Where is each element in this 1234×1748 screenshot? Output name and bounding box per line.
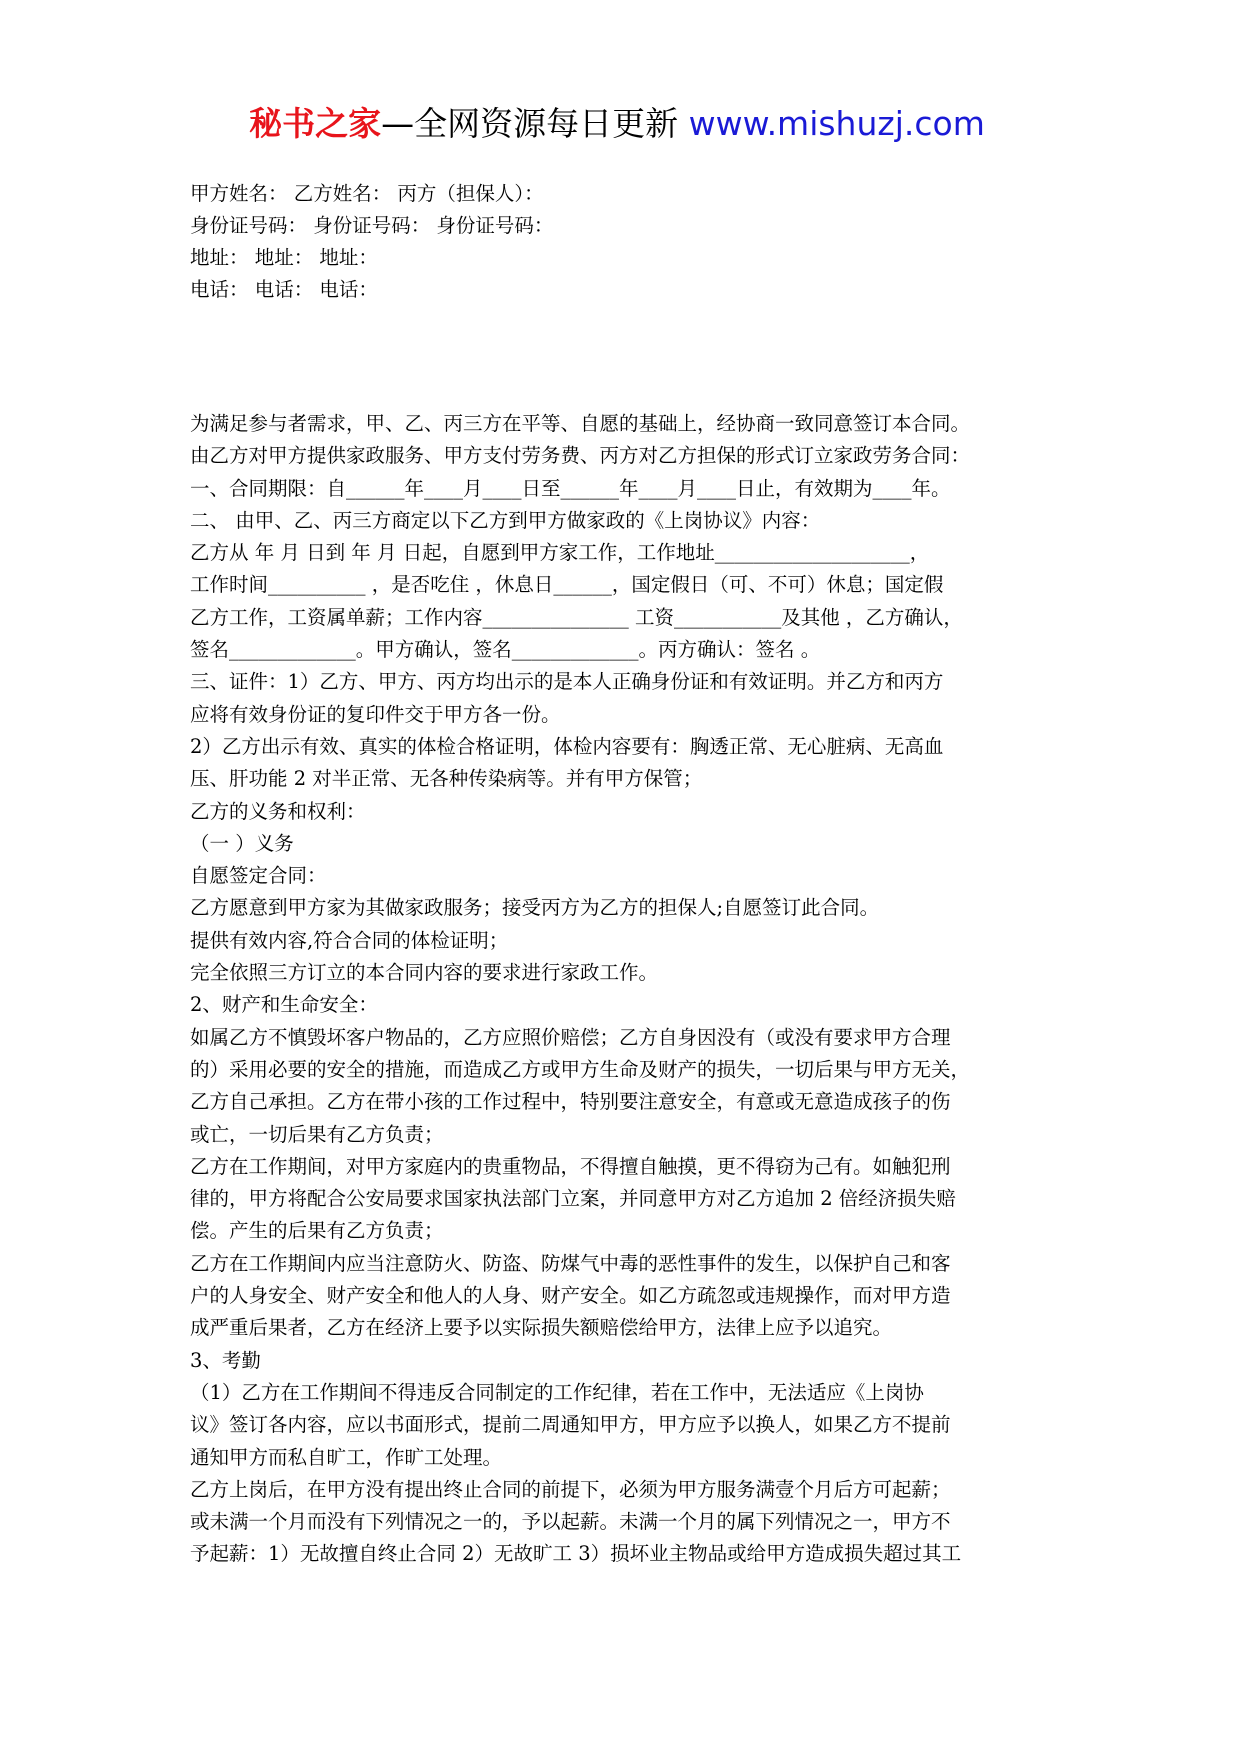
contract-text-line: 律的，甲方将配合公安局要求国家执法部门立案，并同意甲方对乙方追加 2 倍经济损失赔 — [190, 1187, 956, 1211]
site-brand: 秘书之家 — [249, 104, 382, 143]
party-info-block — [190, 178, 553, 306]
site-header — [0, 102, 1234, 146]
contract-text-line: 如属乙方不慎毁坏客户物品的，乙方应照价赔偿；乙方自身因没有（或没有要求甲方合理 — [190, 1025, 951, 1049]
contract-text-line: 2、财产和生命安全： — [190, 993, 378, 1017]
contract-text-line: 予起薪：1）无故擅自终止合同 2）无故旷工 3）损坏业主物品或给甲方造成损失超过其工 — [190, 1542, 962, 1566]
contract-text-line: 的）采用必要的安全的措施，而造成乙方或甲方生命及财产的损失，一切后果与甲方无关， — [190, 1057, 971, 1081]
contract-text-line: 成严重后果者，乙方在经济上要予以实际损失额赔偿给甲方，法律上应予以追究。 — [190, 1316, 893, 1340]
contract-text-line: 乙方愿意到甲方家为其做家政服务；接受丙方为乙方的担保人;自愿签订此合同。 — [190, 896, 880, 920]
contract-text-line: 乙方从 年 月 日到 年 月 日起，自愿到甲方家工作，工作地址____________________， — [190, 541, 930, 565]
contract-text-line: 签名_____________。甲方确认，签名_____________。丙方确认：签名 。 — [190, 638, 821, 662]
contract-text-line: 乙方的义务和权利： — [190, 799, 366, 823]
contract-text-line: 偿。产生的后果有乙方负责； — [190, 1219, 444, 1243]
contract-text-line: 2）乙方出示有效、真实的体检合格证明，体检内容要有：胸透正常、无心脏病、无高血 — [190, 734, 944, 758]
contract-text-line: 乙方工作，工资属单薪；工作内容_______________ 工资___________及其他 ，乙方确认， — [190, 605, 963, 629]
site-slogan: —全网资源每日更新 — [381, 104, 689, 143]
contract-text-line: 户的人身安全、财产安全和他人的人身、财产安全。如乙方疏忽或违规操作，而对甲方造 — [190, 1284, 951, 1308]
site-url-link[interactable]: www.mishuzj.com — [688, 104, 985, 143]
contract-text-line: 议》签订各内容，应以书面形式，提前二周通知甲方，甲方应予以换人，如果乙方不提前 — [190, 1413, 951, 1437]
contract-body — [190, 408, 1070, 1571]
contract-text-line: 完全依照三方订立的本合同内容的要求进行家政工作。 — [190, 961, 659, 985]
contract-text-line: 工作时间__________ ，是否吃住 ，休息日______，国定假日（可、不可）休息；国定假 — [190, 573, 944, 597]
contract-text-line: 乙方自己承担。乙方在带小孩的工作过程中，特别要注意安全，有意或无意造成孩子的伤 — [190, 1090, 951, 1114]
contract-text-line: 通知甲方而私自旷工，作旷工处理。 — [190, 1445, 503, 1469]
contract-text-line: 乙方上岗后，在甲方没有提出终止合同的前提下，必须为甲方服务满壹个月后方可起薪； — [190, 1477, 951, 1501]
contract-text-line: 提供有效内容,符合合同的体检证明； — [190, 928, 509, 952]
contract-text-line: 乙方在工作期间，对甲方家庭内的贵重物品，不得擅自触摸，更不得窃为己有。如触犯刑 — [190, 1154, 951, 1178]
contract-text-line: 由乙方对甲方提供家政服务、甲方支付劳务费、丙方对乙方担保的形式订立家政劳务合同： — [190, 444, 971, 468]
contract-text-line: （一 ）义务 — [190, 831, 294, 855]
party-info-line: 地址： 地址： 地址： — [190, 246, 378, 269]
party-info-line: 身份证号码： 身份证号码： 身份证号码： — [190, 214, 554, 237]
contract-text-line: 二、 由甲、乙、丙三方商定以下乙方到甲方做家政的《上岗协议》内容： — [190, 508, 821, 532]
party-info-line: 甲方姓名： 乙方姓名： 丙方（担保人）： — [190, 182, 544, 205]
contract-text-line: 或亡，一切后果有乙方负责； — [190, 1122, 444, 1146]
contract-text-line: 三、证件：1）乙方、甲方、丙方均出示的是本人正确身份证和有效证明。并乙方和丙方 — [190, 670, 944, 694]
contract-text-line: 3、考勤 — [190, 1348, 261, 1372]
contract-text-line: 自愿签定合同： — [190, 864, 327, 888]
contract-text-line: 应将有效身份证的复印件交于甲方各一份。 — [190, 702, 561, 726]
party-info-line: 电话： 电话： 电话： — [190, 278, 378, 301]
contract-text-line: 压、肝功能 2 对半正常、无各种传染病等。并有甲方保管； — [190, 767, 703, 791]
contract-text-line: 乙方在工作期间内应当注意防火、防盗、防煤气中毒的恶性事件的发生，以保护自己和客 — [190, 1251, 951, 1275]
contract-text-line: 或未满一个月而没有下列情况之一的，予以起薪。未满一个月的属下列情况之一，甲方不 — [190, 1510, 951, 1534]
contract-text-line: 为满足参与者需求，甲、乙、丙三方在平等、自愿的基础上，经协商一致同意签订本合同。 — [190, 412, 971, 435]
contract-text-line: 一、合同期限：自______年____月____日至______年____月____日止，有效期为____年。 — [190, 476, 951, 500]
contract-text-line: （1）乙方在工作期间不得违反合同制定的工作纪律，若在工作中，无法适应《上岗协 — [190, 1380, 924, 1404]
